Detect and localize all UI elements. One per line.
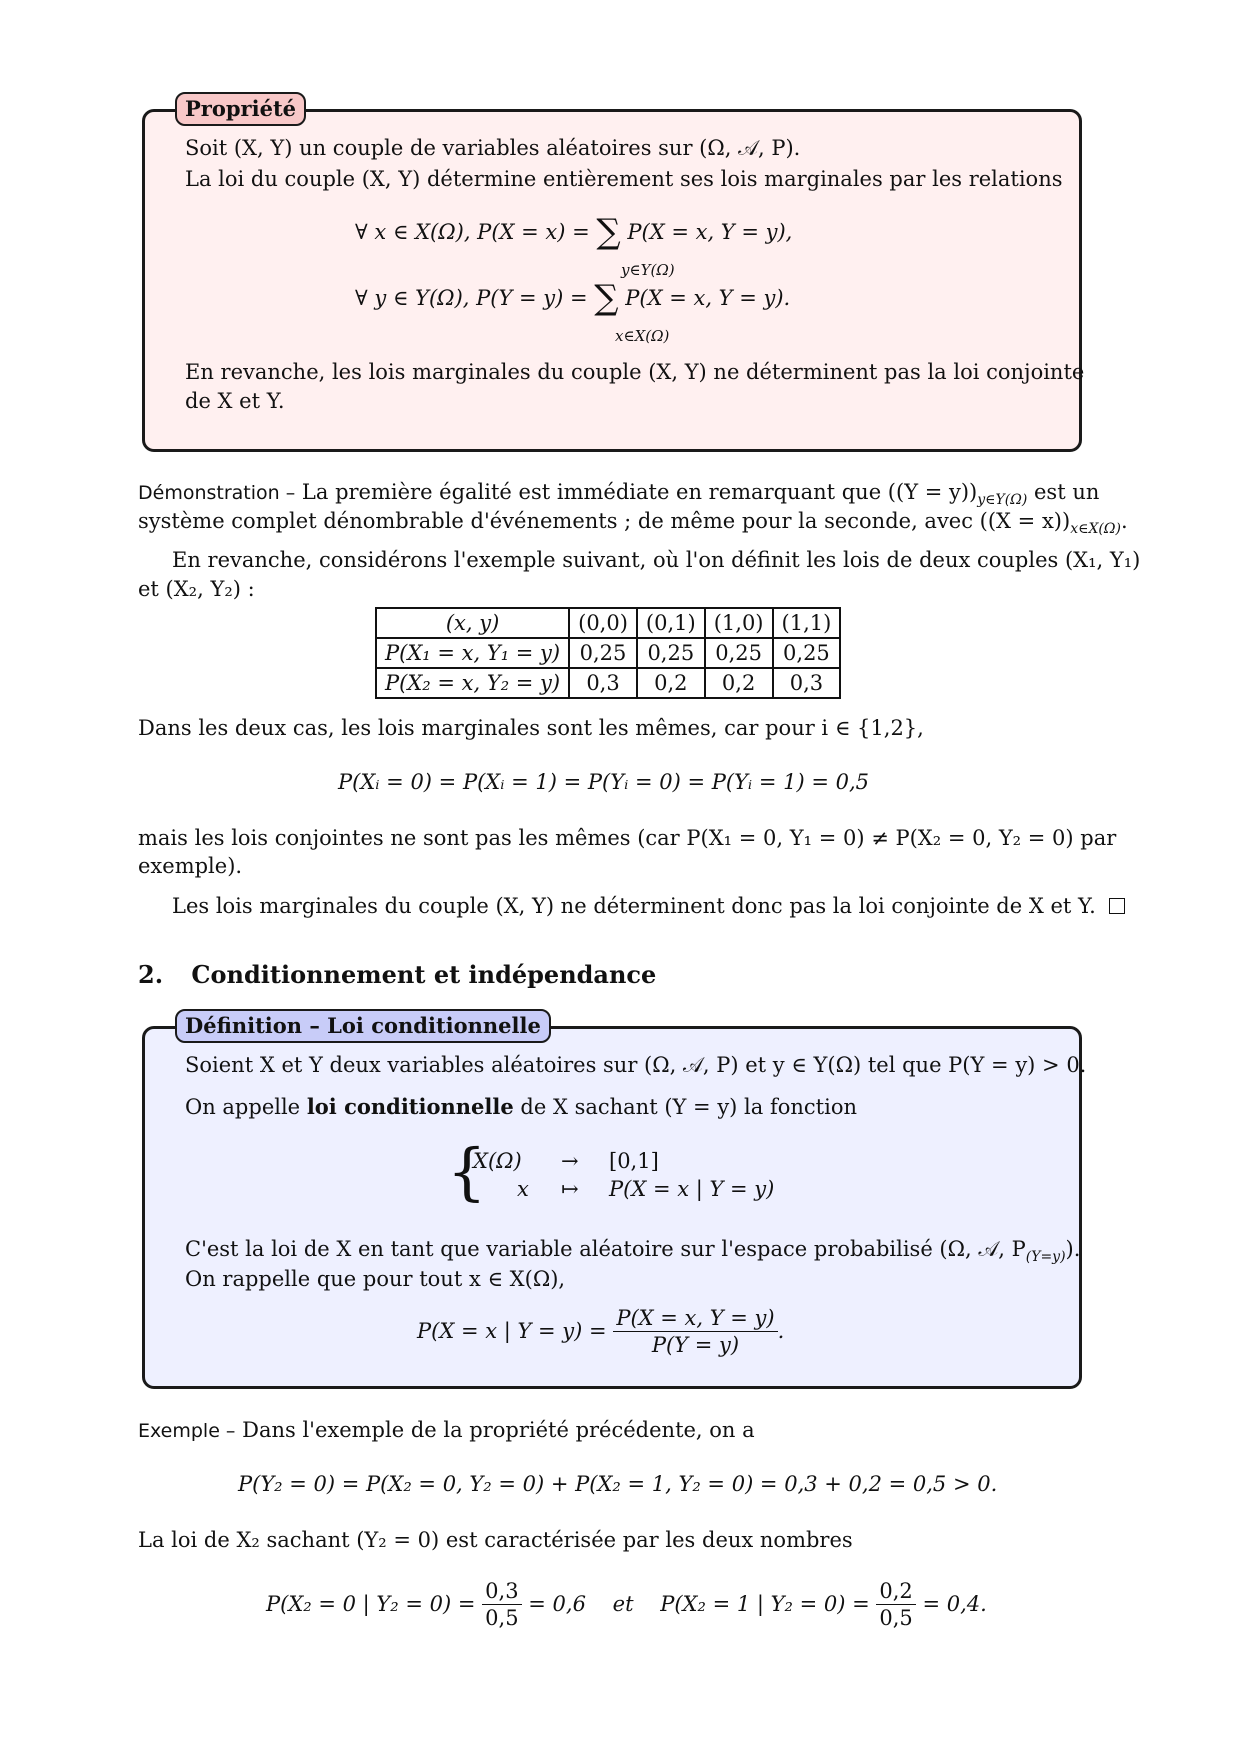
table-row: P(X₁ = x, Y₁ = y) 0,25 0,25 0,25 0,25 bbox=[376, 638, 840, 668]
example-formula-1: P(Y₂ = 0) = P(X₂ = 0, Y₂ = 0) + P(X₂ = 1, Y₂ = 0) = 0,3 + 0,2 = 0,5 > 0. bbox=[238, 1472, 998, 1496]
demo-para-4-line-1: mais les lois conjointes ne sont pas les mêmes (car P(X₁ = 0, Y₁ = 0) ≠ P(X₂ = 0, Y₂ = 0) par bbox=[138, 826, 1117, 850]
property-conclusion-2: de X et Y. bbox=[185, 389, 285, 413]
demo-para-1-line-2: système complet dénombrable d'événements ; de même pour la seconde, avec $((X = x))_{x\in X(\Omega)}$. bbox=[138, 509, 1128, 537]
property-conclusion-1: En revanche, les lois marginales du couple (X, Y) ne déterminent pas la loi conjointe bbox=[185, 360, 1085, 384]
section-heading bbox=[138, 960, 656, 989]
fraction: $\frac{0,2}{0,5}$ bbox=[876, 1578, 915, 1631]
definition-line-2: On appelle loi conditionnelle de X sachant (Y = y) la fonction bbox=[185, 1094, 857, 1119]
demo-marginal-formula: P(Xᵢ = 0) = P(Xᵢ = 1) = P(Yᵢ = 0) = P(Yᵢ = 1) = 0,5 bbox=[338, 770, 869, 794]
example-formula-2: P(X₂ = 0 | Y₂ = 0) = $\frac{0,3}{0,5}$ = 0,6 et P(X₂ = 1 | Y₂ = 0) = $\frac{0,2}{0,5}$ = 0,4. bbox=[266, 1579, 987, 1630]
property-sum-index-2: x∈X(Ω) bbox=[615, 327, 670, 345]
property-line-2: La loi du couple (X, Y) détermine entièrement ses lois marginales par les relations bbox=[185, 167, 1063, 191]
example-intro: Exemple – Dans l'exemple de la propriété précédente, on a bbox=[138, 1418, 755, 1442]
example-line-2: La loi de X₂ sachant (Y₂ = 0) est caractérisée par les deux nombres bbox=[138, 1528, 853, 1552]
map-right-1: [0,1] bbox=[609, 1149, 659, 1173]
demo-label: Démonstration – bbox=[138, 482, 296, 504]
sum-symbol: ∑ bbox=[596, 212, 621, 252]
map-arrow-2: ↦ bbox=[561, 1177, 579, 1201]
property-box bbox=[142, 96, 1085, 452]
table-row: (x, y) (0,0) (0,1) (1,0) (1,1) bbox=[376, 608, 840, 638]
demo-para-4-line-2: exemple). bbox=[138, 854, 243, 878]
fraction: $\frac{0,3}{0,5}$ bbox=[482, 1578, 521, 1631]
property-formula-1: ∀ x ∈ X(Ω), P(X = x) = ∑ P(X = x, Y = y), bbox=[355, 212, 793, 252]
joint-distribution-table bbox=[375, 607, 841, 699]
brace: { bbox=[447, 1135, 487, 1208]
property-line-1: Soit (X, Y) un couple de variables aléatoires sur (Ω, 𝒜, P). bbox=[185, 136, 801, 160]
qed-square-icon bbox=[1109, 898, 1125, 914]
demo-para-5: Les lois marginales du couple (X, Y) ne déterminent donc pas la loi conjointe de X et Y. bbox=[172, 892, 1125, 921]
definition-line-4: On rappelle que pour tout x ∈ X(Ω), bbox=[185, 1267, 566, 1291]
property-title: Propriété bbox=[175, 92, 306, 126]
fraction: $\frac{P(X = x, Y = y)}{P(Y = y)}$ bbox=[613, 1305, 777, 1358]
table-row: P(X₂ = x, Y₂ = y) 0,3 0,2 0,2 0,3 bbox=[376, 668, 840, 698]
definition-title: Définition – Loi conditionnelle bbox=[175, 1009, 551, 1043]
demo-para-2-line-2: et (X₂, Y₂) : bbox=[138, 577, 255, 601]
example-label: Exemple – bbox=[138, 1420, 236, 1442]
map-row-2: x bbox=[517, 1177, 529, 1201]
map-right-2: P(X = x | Y = y) bbox=[609, 1177, 775, 1201]
demo-para-3: Dans les deux cas, les lois marginales sont les mêmes, car pour i ∈ {1,2}, bbox=[138, 716, 924, 740]
definition-line-1: Soient X et Y deux variables aléatoires sur (Ω, 𝒜, P) et y ∈ Y(Ω) tel que P(Y = y) > 0. bbox=[185, 1053, 1087, 1077]
definition-line-3: C'est la loi de X en tant que variable aléatoire sur l'espace probabilisé (Ω, 𝒜, $P_{(Y=y)}$). bbox=[185, 1237, 1081, 1265]
section-number: 2. bbox=[138, 960, 164, 989]
conditional-formula: P(X = x | Y = y) = $\frac{P(X = x, Y = y)}{P(Y = y)}$ . bbox=[417, 1306, 785, 1357]
map-arrow-1: → bbox=[561, 1149, 579, 1173]
definition-box bbox=[142, 1013, 1087, 1389]
demo-para-2-line-1: En revanche, considérons l'exemple suivant, où l'on définit les lois de deux couples (X₁, Y₁) bbox=[172, 548, 1141, 572]
map-row-1: X(Ω) bbox=[473, 1149, 522, 1173]
demo-para-1-line-1: Démonstration – La première égalité est immédiate en remarquant que $((Y = y))_{y\in Y(\Omega)}$ est un bbox=[138, 480, 1100, 508]
sum-symbol: ∑ bbox=[594, 278, 619, 318]
property-formula-2: ∀ y ∈ Y(Ω), P(Y = y) = ∑ P(X = x, Y = y). bbox=[355, 278, 791, 318]
property-sum-index-1: y∈Y(Ω) bbox=[621, 261, 675, 279]
section-title: Conditionnement et indépendance bbox=[191, 960, 657, 989]
